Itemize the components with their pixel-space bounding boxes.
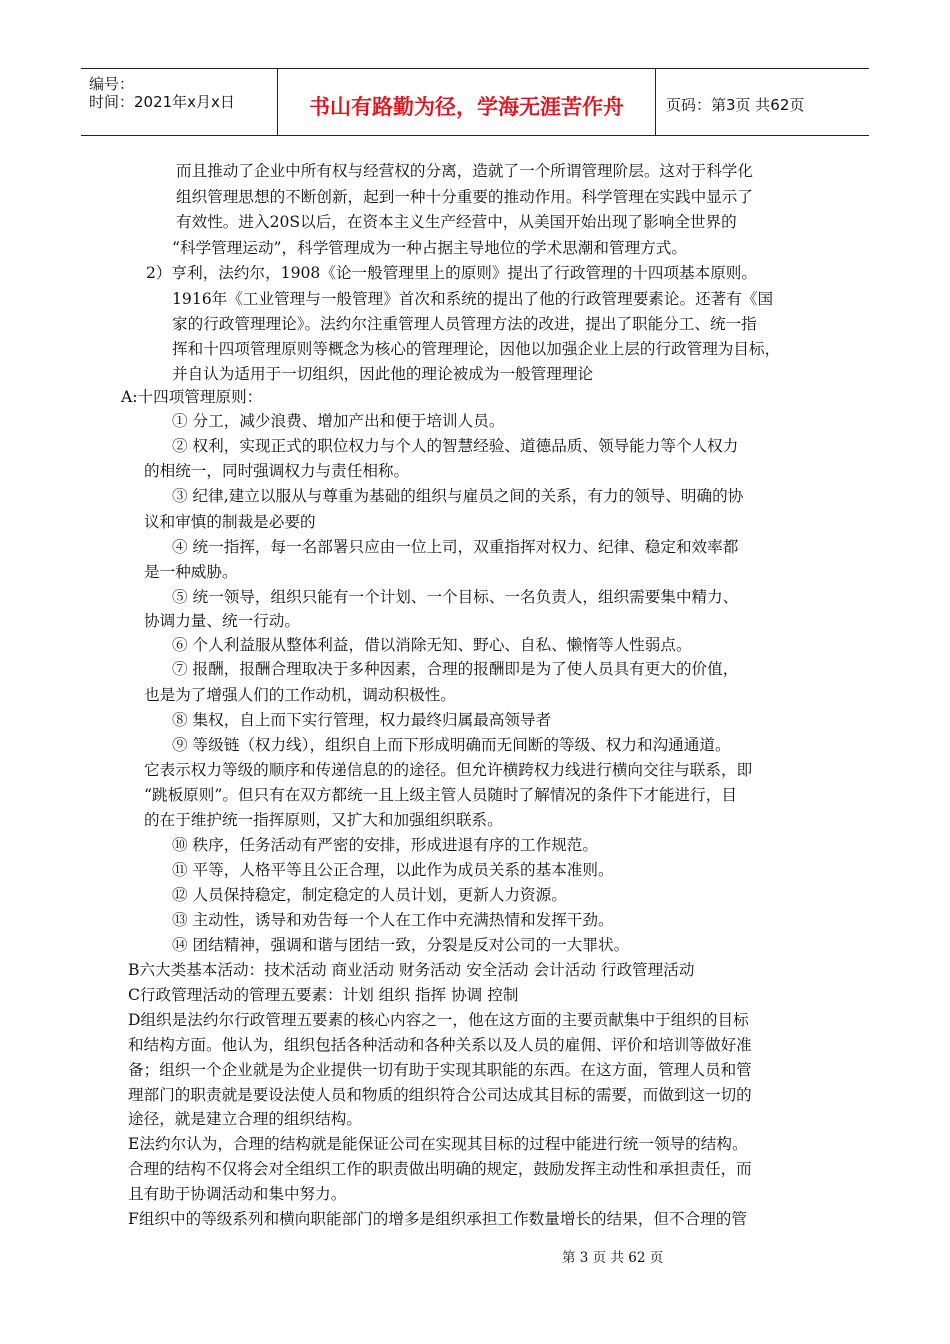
body-line: 议和审慎的制裁是必要的: [144, 513, 316, 531]
principle-item: ⑦ 报酬，报酬合理取决于多种因素，合理的报酬即是为了使人员具有更大的价值，: [172, 660, 739, 678]
body-line: 备；组织一个企业就是为企业提供一切有助于实现其职能的东西。在这方面，管理人员和管: [128, 1061, 752, 1079]
body-line: 理部门的职责就是要设法使人员和物质的组织符合公司达成其目标的需要，而做到这一切的: [128, 1086, 752, 1104]
principle-item: ⑧ 集权，自上而下实行管理，权力最终归属最高领导者: [172, 711, 552, 729]
body-line: 协调力量、统一行动。: [144, 612, 300, 630]
header-page-cell: [656, 69, 869, 135]
principle-item: ⑫ 人员保持稳定，制定稳定的人员计划，更新人力资源。: [172, 886, 567, 904]
body-line: 并自认为适用于一切组织，因此他的理论被成为一般管理理论: [172, 365, 594, 383]
header-page-number: 页码：第3页 共62页: [666, 96, 805, 114]
section-paragraph: D组织是法约尔行政管理五要素的核心内容之一，他在这方面的主要贡献集中于组织的目标: [128, 1011, 749, 1029]
principle-item: ⑭ 团结精神，强调和谐与团结一致，分裂是反对公司的一大罪状。: [172, 936, 630, 954]
header-motto-cell: [278, 69, 656, 135]
document-time-label: 时间：2021年x月x日: [89, 93, 235, 111]
header-motto: 书山有路勤为径，学海无涯苦作舟: [309, 95, 624, 119]
body-line: 途径，就是建立合理的组织结构。: [128, 1110, 362, 1128]
body-line: 家的行政管理理论》。法约尔注重管理人员管理方法的改进，提出了职能分工、统一指: [172, 315, 757, 333]
body-line: 是一种威胁。: [144, 563, 238, 581]
principle-item: ① 分工，减少浪费、增加产出和便于培训人员。: [172, 412, 505, 430]
body-line: 2）亨利，法约尔，1908《论一般管理里上的原则》提出了行政管理的十四项基本原则。: [146, 264, 757, 282]
body-line: “科学管理运动”，科学管理成为一种占据主导地位的学术思潮和管理方式。: [172, 239, 687, 257]
body-line: 的相统一，同时强调权力与责任相称。: [144, 462, 410, 480]
page-footer: 第 3 页 共 62 页: [562, 1250, 664, 1266]
header-info-cell: [81, 69, 278, 135]
body-line: 有效性。进入20S以后，在资本主义生产经营中，从美国开始出现了影响全世界的: [176, 213, 737, 231]
section-paragraph: B六大类基本活动：技术活动 商业活动 财务活动 安全活动 会计活动 行政管理活动: [128, 961, 695, 979]
principle-item: ⑪ 平等，人格平等且公正合理，以此作为成员关系的基本准则。: [172, 861, 614, 879]
principle-item: ⑨ 等级链（权力线），组织自上而下形成明确而无间断的等级、权力和沟通通道。: [172, 736, 731, 754]
body-line: 组织管理思想的不断创新，起到一种十分重要的推动作用。科学管理在实践中显示了: [176, 188, 753, 206]
body-line: “跳板原则”。但只有在双方都统一且上级主管人员随时了解情况的条件下才能进行，目: [144, 786, 737, 804]
principle-item: ③ 纪律,建立以服从与尊重为基础的组织与雇员之间的关系，有力的领导、明确的协: [172, 487, 744, 505]
body-line: 的在于维护统一指挥原则，又扩大和加强组织联系。: [144, 811, 503, 829]
body-line: 1916年《工业管理与一般管理》首次和系统的提出了他的行政管理要素论。还著有《国: [172, 290, 774, 308]
principle-item: ② 权利，实现正式的职位权力与个人的智慧经验、道德品质、领导能力等个人权力: [172, 437, 739, 455]
principle-item: ⑬ 主动性，诱导和劝告每一个人在工作中充满热情和发挥干劲。: [172, 911, 614, 929]
principle-item: ④ 统一指挥，每一名部署只应由一位上司，双重指挥对权力、纪律、稳定和效率都: [172, 538, 739, 556]
body-line: 而且推动了企业中所有权与经营权的分离，造就了一个所谓管理阶层。这对于科学化: [176, 162, 753, 180]
principle-item: ⑤ 统一领导，组织只能有一个计划、一个目标、一名负责人，组织需要集中精力、: [172, 588, 739, 606]
body-line: 挥和十四项管理原则等概念为核心的管理理论，因他以加强企业上层的行政管理为目标，: [172, 340, 781, 358]
body-line: 且有助于协调活动和集中努力。: [128, 1185, 347, 1203]
principle-item: ⑩ 秩序，任务活动有严密的安排，形成进退有序的工作规范。: [172, 836, 598, 854]
section-paragraph: F组织中的等级系列和横向职能部门的增多是组织承担工作数量增长的结果，但不合理的管: [128, 1210, 747, 1228]
document-number-label: 编号：: [89, 75, 135, 93]
page-header: [81, 68, 869, 136]
principle-item: ⑥ 个人利益服从整体利益，借以消除无知、野心、自私、懒惰等人性弱点。: [172, 636, 692, 654]
body-line: 和结构方面。他认为，组织包括各种活动和各种关系以及人员的雇佣、评价和培训等做好准: [128, 1036, 752, 1054]
section-heading: A:十四项管理原则：: [121, 388, 263, 406]
body-line: 它表示权力等级的顺序和传递信息的的途径。但允许横跨权力线进行横向交往与联系，即: [144, 761, 753, 779]
body-line: 合理的结构不仅将会对全组织工作的职责做出明确的规定，鼓励发挥主动性和承担责任，而: [128, 1160, 752, 1178]
section-paragraph: C行政管理活动的管理五要素：计划 组织 指挥 协调 控制: [128, 986, 519, 1004]
body-line: 也是为了增强人们的工作动机，调动积极性。: [144, 686, 456, 704]
section-paragraph: E法约尔认为，合理的结构就是能保证公司在实现其目标的过程中能进行统一领导的结构。: [128, 1135, 748, 1153]
